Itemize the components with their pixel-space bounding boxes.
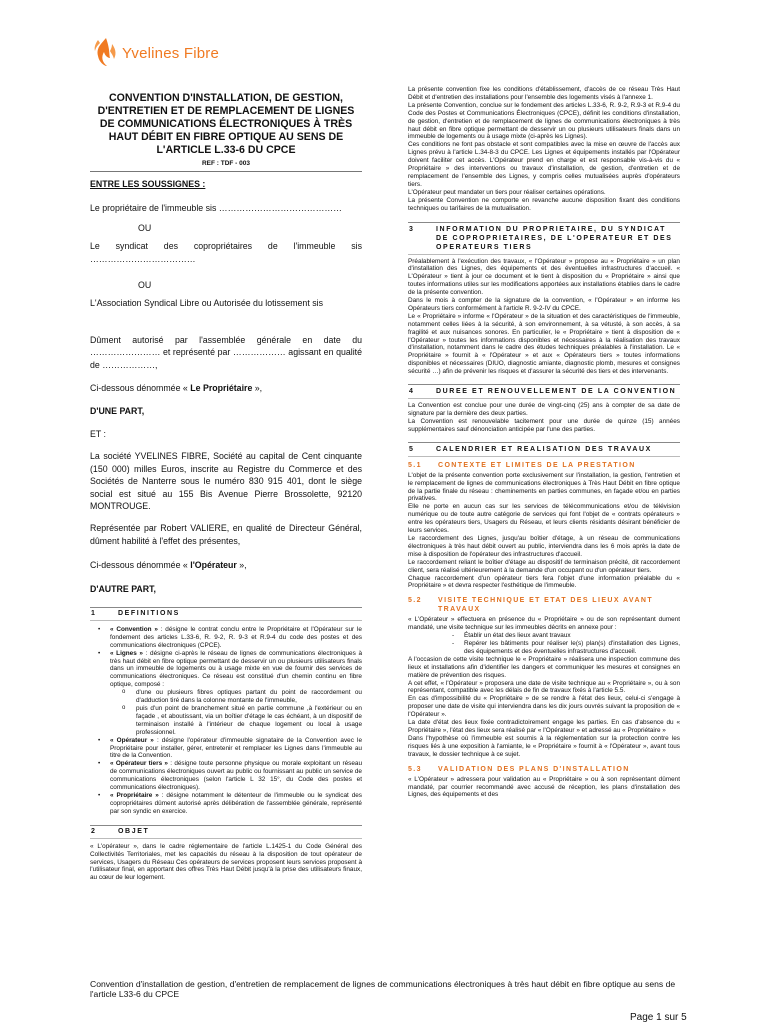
sub-item: o d'une ou plusieurs fibres optiques partant du point de raccordement ou d'adduction tiré dans la colonne montante de l'immeuble,: [90, 689, 362, 705]
definition-item: [90, 737, 362, 761]
dash-item: - Repérer les bâtiments pour réaliser le(s) plan(s) d'installation des Lignes, des équipements et des éventuelles infrastructures d'accueil.: [408, 640, 680, 656]
definition-term: « Propriétaire »: [110, 791, 162, 799]
dautre-part: D'AUTRE PART,: [90, 583, 156, 594]
dash-item: - Établir un état des lieux avant travaux: [408, 632, 680, 640]
subsection-number: 5.3: [408, 765, 422, 773]
subsection-number: 5.1: [408, 461, 422, 469]
flame-logo-icon: [92, 36, 120, 70]
section-title: OBJET: [118, 827, 150, 835]
section-number: 5: [409, 445, 415, 453]
section-title: INFORMATION DU PROPRIETAIRE, DU SYNDICAT DE COPROPRIETAIRES, DE L'OPERATEUR ET DES OPERATEURS TIERS: [436, 225, 673, 251]
section-number: 2: [91, 827, 97, 835]
definition-item: [90, 760, 362, 792]
definition-text: : désigne notamment le détenteur de l'immeuble ou le syndicat des copropriétaires dûment autorisé après délibération de l'assemblée générale, représenté par son syndic en exercice.: [110, 791, 362, 815]
definition-item: [90, 626, 362, 650]
definition-text: : désigne toute personne physique ou morale exploitant un réseau de communications électroniques ouvert au public ou fournissant au public un service de communications électroniques (selon l'article L 32 15°, du Code des postes et communications électroniques).: [110, 760, 362, 792]
represente-paragraph: Représentée par Robert VALIERE, en qualité de Directeur Général, dûment habilité à l'effet des présentes,: [90, 523, 362, 546]
brand-logo: [92, 36, 232, 70]
paragraph: « L'Opérateur » effectuera en présence du « Propriétaire » ou de son représentant dument mandaté, une visite technique sur les immeubles décrits en annexe pour :: [408, 616, 680, 632]
section-5-header: [408, 442, 680, 457]
paragraph: Préalablement à l'exécution des travaux, « l'Opérateur » propose au « Propriétaire » un plan d'installation des Lignes, des équipements et des éventuelles infrastructures d'accueil. « L'Opérateur » tient à jour ce document et le tient à disposition du « Propriétaire » ainsi que toutes informations utiles sur les modifications apportées aux installations établies dans le cadre de la présente convention.: [408, 257, 680, 297]
paragraph: A l'occasion de cette visite technique le « Propriétaire » réalisera une inspection commune des lieux et installations afin d'identifier les dangers et communiquer les mesures et consignes en matière de prévention des risques.: [408, 655, 680, 679]
paragraph: En cas d'impossibilité du « Propriétaire » de se rendre à l'état des lieux, celui-ci s'engage à proposer une date de visite qui interviendra dans les dix jours ouvrés suivant la proposition de « l'Opérateur ».: [408, 695, 680, 719]
definition-term: « Lignes »: [110, 649, 146, 657]
subsection-5-1-header: [408, 461, 680, 470]
definition-text: : désigne le contrat conclu entre le Propriétaire et l'Opérateur sur le fondement des articles L.33-6, R. 9-2, R. 9-3 et R.9-4 du code des postes et des communications électroniques (CPCE).: [110, 625, 362, 649]
or-1: OU: [138, 222, 152, 233]
subsection-5-3-header: [408, 765, 680, 774]
definition-text: : désigne ci-après le réseau de lignes de communications électroniques à très haut débit en fibre optique permettant de desservir un ou plusieurs utilisateurs finals dans un immeuble de logements ou à usage mixte en vue de fournir des services de communications électroniques. Ce réseau est constitué d'un chemin continu en fibre optique, composé :: [110, 649, 362, 689]
paragraph: Chaque raccordement d'un opérateur tiers fera l'objet d'une information préalable du « Propriétaire » et devra respecter l'esthétique de l'immeuble.: [408, 574, 680, 590]
section-title: CALENDRIER ET REALISATION DES TRAVAUX: [436, 445, 652, 453]
ci-dessous-bold-2: l'Opérateur: [190, 560, 237, 571]
subsection-number: 5.2: [408, 597, 422, 605]
paragraph: Le raccordement des Lignes, jusqu'au boîtier d'étage, à un réseau de communications électroniques à très haut débit ouvert au public, interviendra dans les 6 mois après la date de mise à disposition de l'opérateur des infrastructures d'accueil.: [408, 534, 680, 558]
subsection-5-2-header: [408, 596, 680, 614]
paragraph: La date d'état des lieux fixée contradictoirement engage les parties. En cas d'absence du « Propriétaire », l'état des lieux sera réalisé par « l'Opérateur » et adressé au « Propriétaire »: [408, 719, 680, 734]
reference: REF : TDF - 003: [201, 160, 251, 167]
paragraph: L'Opérateur peut mandater un tiers pour réaliser certaines opérations.: [408, 188, 606, 196]
section-1-header: [90, 607, 362, 621]
et-label: ET :: [90, 428, 106, 439]
paragraph: La présente convention fixe les conditions d'établissement, d'accès de ce réseau Très Haut Débit et d'entretien des installations pour l'ensemble des logements visés à l'annexe 1.: [408, 86, 680, 101]
divider: [90, 171, 362, 172]
section-2-header: [90, 825, 362, 839]
objet-paragraph: « L'opérateur », dans le cadre réglementaire de l'article L.1425-1 du Code Général des Collectivités Territoriales, met les capacités du réseau à la disposition de tout opérateur de services, Usagers du Réseau Ces opérateurs de services proposent leurs services proposent à l'utilisateur final, en apportant des offres Très Haut Débit jusqu'à la prise des utilisateurs finaux, au cœur de leur logement.: [90, 842, 362, 882]
ci-dessous-end-2: »,: [236, 560, 247, 571]
paragraph: « L'Opérateur » adressera pour validation au « Propriétaire » ou à son représentant dûment mandaté, par courrier recommandé avec accusé de réception, les plans d'installation des Lignes, des équipements et des: [408, 775, 680, 799]
document-title: CONVENTION D'INSTALLATION, DE GESTION, D'ENTRETIEN ET DE REMPLACEMENT DE LIGNES DE COMMUNICATIONS ÉLECTRONIQUES À TRÈS HAUT DÉBIT EN FIBRE OPTIQUE AU SENS DE L'ARTICLE L.33-6 DU CPCE: [97, 92, 355, 156]
proprietaire-line: Le propriétaire de l'immeuble sis ……………………………………: [90, 203, 342, 214]
ci-dessous-text-2: Ci-dessous dénommée «: [90, 560, 191, 571]
section-number: 3: [409, 225, 415, 233]
paragraph: Elle ne porte en aucun cas sur les services de télécommunications et/ou de télévision numérique ou de toute autre catégorie de services qui font l'objet de « contrats opérateurs » entre les opérateurs tiers, Usagers du Réseau, et leurs clients résidants désirant bénéficier de leurs services.: [408, 503, 680, 535]
ci-dessous-bold: Le Propriétaire: [190, 383, 253, 394]
section-3-header: [408, 222, 680, 255]
paragraph: A cet effet, « l'Opérateur » proposera une date de visite technique au « Propriétaire », ou à son représentant, compatible avec les délais de fin de travaux fixés à l'article 5.5.: [408, 679, 680, 695]
footer-text: Convention d'installation de gestion, d'entretien de remplacement de lignes de communications électroniques à très haut débit en fibre optique au sens de l'article L33-6 du CPCE: [90, 979, 676, 1000]
paragraph: La Convention est renouvelable tacitement pour une durée de quinze (15) années supplémentaires sauf dénonciation anticipée par l'une des parties.: [408, 417, 680, 433]
definition-term: « Opérateur »: [110, 736, 157, 744]
right-column: [408, 86, 680, 799]
ci-dessous-operateur: [90, 559, 362, 571]
sub-item: o puis d'un point de branchement situé en partie commune ,à l'extérieur ou en façade , et aboutissant, via un boîtier d'étage le cas échéant, à un dispositif de terminaison installé à l'intérieur de chaque logement ou local à usage professionnel.: [90, 705, 362, 737]
or-2: OU: [138, 280, 152, 291]
subsection-title: VISITE TECHNIQUE ET ETAT DES LIEUX AVANT TRAVAUX: [438, 597, 654, 614]
section-title: DUREE ET RENOUVELLEMENT DE LA CONVENTION: [436, 388, 677, 396]
subsection-title: CONTEXTE ET LIMITES DE LA PRESTATION: [438, 461, 636, 469]
ci-dessous-text: Ci-dessous dénommée «: [90, 383, 191, 394]
paragraph: La présente Convention ne comporte en revanche aucune disposition fixant des conditions techniques ou tarifaires de la mutualisation.: [408, 196, 680, 212]
subsection-title: VALIDATION DES PLANS D'INSTALLATION: [438, 765, 630, 773]
ci-dessous-proprietaire: [90, 382, 362, 394]
definition-item: [90, 650, 362, 690]
definition-item: [90, 792, 362, 816]
soussignes-heading: ENTRE LES SOUSSIGNES :: [90, 179, 206, 189]
paragraph: La Convention est conclue pour une durée de vingt-cinq (25) ans à compter de sa date de signature par la dernière des deux parties.: [408, 402, 680, 417]
section-number: 4: [409, 388, 415, 396]
definition-text: : désigne l'opérateur d'immeuble signataire de la Convention avec le Propriétaire pour installer, gérer, entretenir et remplacer les Lignes dans l'immeuble au titre de la Convention.: [110, 736, 362, 760]
societe-paragraph: La société YVELINES FIBRE, Société au capital de Cent cinquante (150 000) milles Euros, inscrite au Registre du Commerce et des Sociétés de Nanterre sous le numéro 830 915 401, dont le siège social est situé au 155 Bis Avenue Pierre Brossolette, 92120 MONTROUGE.: [90, 451, 362, 511]
section-4-header: [408, 384, 680, 399]
definition-term: « Convention »: [110, 625, 161, 633]
paragraph: Le raccordement reliant le boîtier d'étage au dispositif de terminaison précité, dit raccordement client, sera réalisé ultérieurement à la demande d'un occupant ou d'un opérateur tiers.: [408, 558, 680, 574]
section-title: DEFINITIONS: [118, 609, 180, 617]
brand-name: Yvelines Fibre: [122, 45, 220, 62]
paragraph: Dans l'hypothèse où l'immeuble est soumis à la réglementation sur la protection contre les risques liés à une exposition à l'amiante, le « Propriétaire » fournit à « l'Opérateur », avant tous travaux, le dossier technique à ce sujet.: [408, 734, 680, 758]
paragraph: Le « Propriétaire » informe « l'Opérateur » de la situation et des caractéristiques de l'immeuble, notamment celles liées à la sécurité, à son environnement, à sa vétusté, à son accès, à sa fragilité et aux nuisances sonores. En particulier, le « Propriétaire » tient à disposition de « l'Opérateur » toutes les informations disponibles et nécessaires à la réalisation des travaux d'installation, notamment dans le cadre des études techniques préalables à l'installation. Le « Propriétaire » fournit à « l'Opérateur » et aux « Opérateurs tiers » toutes informations disponibles et nécessaires (DIUO, diagnostic amiante, diagnostic plomb, mesures et consignes sécurité …) afin de prévenir les risques et d'assurer la sécurité des tiers et des intervenants.: [408, 312, 680, 376]
dune-part: D'UNE PART,: [90, 406, 145, 417]
dument-paragraph: Dûment autorisé par l'assemblée générale en date du …………………… et représenté par ……………… agissant en qualité de ………………,: [90, 334, 362, 370]
syndicat-line: Le syndicat des copropriétaires de l'immeuble sis ………………………………: [90, 241, 362, 264]
paragraph: Dans le mois à compter de la signature de la convention, « l'Opérateur » en informe les Opérateurs tiers conformément à l'article R. 9-2-IV du CPCE.: [408, 297, 680, 312]
definitions-list: [90, 626, 362, 816]
paragraph: Ces conditions ne font pas obstacle et sont compatibles avec la mise en œuvre de l'accès aux Lignes prévu à l'article L.34-8-3 du CPCE. Les Lignes et équipements installés par l'Opérateur doivent faciliter cet accès. L'Opérateur prend en charge et est responsable vis-à-vis du « Propriétaire » des interventions ou travaux d'installation, de gestion, d'entretien et de remplacement de l'ensemble des Lignes, y compris celles mutualisées auprès d'opérateurs tiers.: [408, 141, 680, 188]
paragraph: La présente Convention, conclue sur le fondement des articles L.33-6, R. 9-2, R.9-3 et R.9-4 du Code des Postes et Communications Électroniques (CPCE), définit les conditions d'installation, de gestion, d'entretien et de remplacement de lignes de communications électroniques à très haut débit en fibre optique permettant de desservir un ou plusieurs utilisateurs finals dans un immeuble de logements ou à usage mixte (ci-après les Lignes).: [408, 101, 680, 141]
section-number: 1: [91, 609, 97, 617]
association-line: L'Association Syndical Libre ou Autorisée du lotissement sis: [90, 298, 323, 309]
left-column: [90, 92, 362, 882]
definition-term: « Opérateur tiers »: [110, 760, 171, 768]
page-number: Page 1 sur 5: [630, 1012, 687, 1023]
paragraph: L'objet de la présente convention porte exclusivement sur l'installation, la gestion, l'entretien et le remplacement de lignes de communications électroniques à Très Haut Débit en fibre optique de la partie finale du réseau : cheminements en parties communes, en façade et/ou en parties privatives.: [408, 471, 680, 503]
ci-dessous-end: »,: [252, 383, 263, 394]
